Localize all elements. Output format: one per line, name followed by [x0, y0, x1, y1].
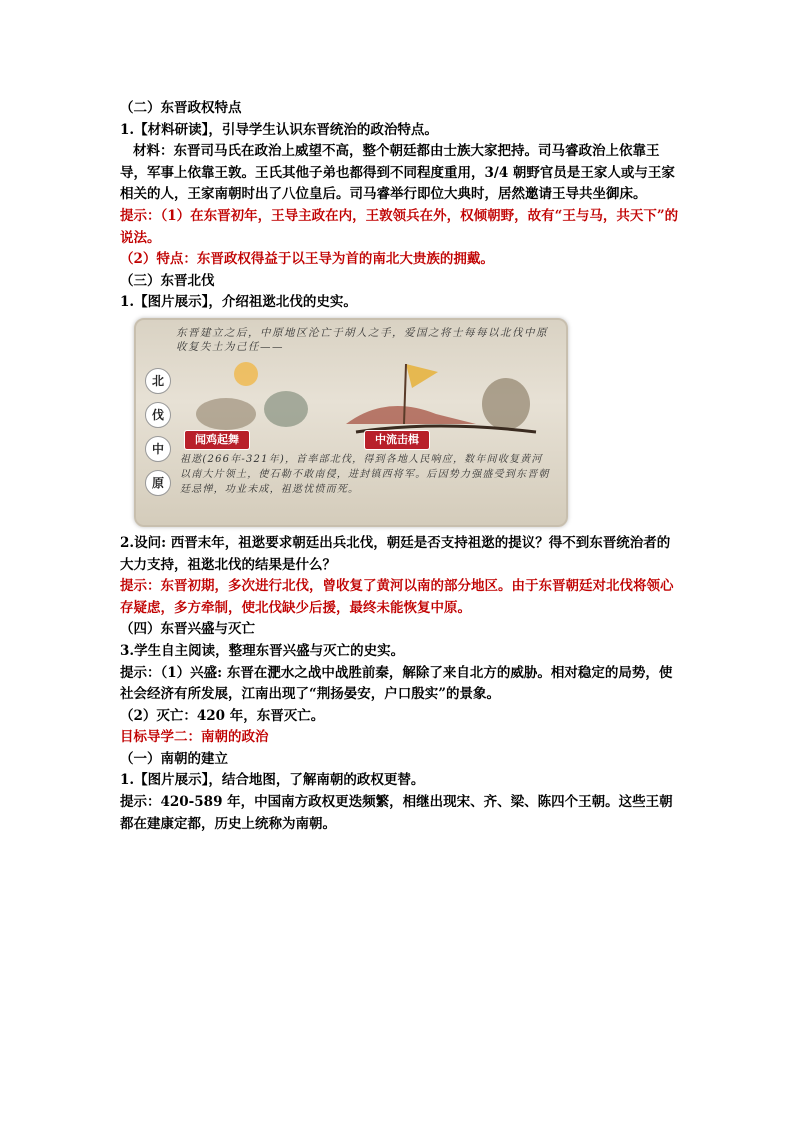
material-paragraph: 材料：东晋司马氏在政治上威望不高，整个朝廷都由士族大家把持。司马睿政治上依靠王导，军事上依靠王敦。王氏其他子弟也都得到不同程度重用，3/4 朝野官员是王家人或与王家相关的人，王家南朝时出了八位皇后。司马睿举行即位大典时，居然邀请王导共坐御床。 [120, 143, 675, 203]
material-study-item: 1.【材料研读】，引导学生认识东晋统治的政治特点。 [120, 121, 438, 138]
vertical-char-1: 北 [145, 368, 171, 394]
vertical-char-4: 原 [145, 470, 171, 496]
self-reading-item: 3.学生自主阅读，整理东晋兴盛与灭亡的史实。 [120, 642, 405, 659]
hint-wang-and-ma: 提示：（1）在东晋初年，王导主政在内，王敦领兵在外，权倾朝野，故有“王与马，共天下”的说法。 [120, 207, 679, 246]
hint-prosperity: 提示：（1）兴盛: 东晋在淝水之战中战胜前秦，解除了来自北方的威胁。相对稳定的局势，使社会经济有所发展，江南出现了“荆扬晏安，户口殷实”的景象。 [120, 664, 673, 703]
section-heading-rise-and-fall: （四）东晋兴盛与灭亡 [120, 621, 255, 638]
label-wen-ji-qi-wu: 闻鸡起舞 [184, 430, 250, 450]
question-zu-ti: 2.设问: 西晋末年，祖逖要求朝廷出兵北伐，朝廷是否支持祖逖的提议？得不到东晋统治者的大力支持，祖逖北伐的结果是什么？ [120, 534, 671, 573]
section-heading-southern-founding: （一）南朝的建立 [120, 750, 228, 767]
vertical-char-2: 伐 [145, 402, 171, 428]
figure-caption: 东晋建立之后，中原地区沦亡于胡人之手，爱国之将士每每以北伐中原收复失土为己任—— [176, 326, 548, 353]
section-heading-northern-expedition: （三）东晋北伐 [120, 272, 215, 289]
figure-description: 祖逖(266年-321年)，首率部北伐，得到各地人民响应，数年间收复黄河以南大片领土，使石勒不敢南侵，进封镇西将军。后因势力强盛受到东晋朝廷忌惮，功业未成，祖逖忧愤而死。 [180, 453, 550, 495]
figure-tab [566, 326, 568, 348]
goal-heading-southern-dynasties: 目标导学二：南朝的政治 [120, 729, 269, 746]
hint-northern-expedition: 提示：东晋初期，多次进行北伐，曾收复了黄河以南的部分地区。由于东晋朝廷对北伐将领心存疑虑，多方牵制，使北伐缺少后援，最终未能恢复中原。 [120, 578, 674, 616]
vertical-char-3: 中 [145, 436, 171, 462]
picture-display-map-item: 1.【图片展示】，结合地图，了解南朝的政权更替。 [120, 772, 425, 789]
hint-feature: （2）特点：东晋政权得益于以王导为首的南北大贵族的拥戴。 [120, 251, 494, 268]
picture-display-item: 1.【图片展示】，介绍祖逖北伐的史实。 [120, 294, 357, 311]
figure-artwork [176, 354, 556, 434]
document-body [120, 98, 680, 835]
section-heading-eastern-jin-features: （二）东晋政权特点 [120, 100, 242, 116]
hint-downfall: （2）灭亡：420 年，东晋灭亡。 [120, 707, 325, 724]
hint-southern-dynasties: 提示：420-589 年，中国南方政权更迭频繁，相继出现宋、齐、梁、陈四个王朝。这些王朝都在建康定都，历史上统称为南朝。 [120, 794, 673, 832]
zu-ti-expedition-illustration [134, 318, 568, 527]
figure-vertical-title [144, 368, 172, 496]
label-zhong-liu-ji-ji: 中流击楫 [364, 430, 430, 450]
